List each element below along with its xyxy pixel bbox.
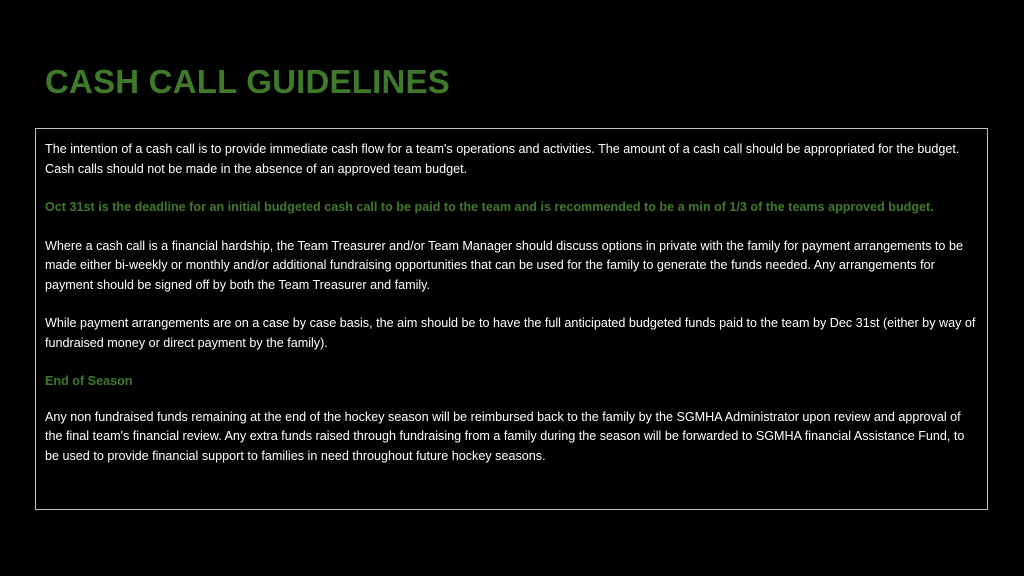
content-box — [35, 128, 988, 510]
end-of-season-paragraph: Any non fundraised funds remaining at the end of the hockey season will be reimbursed back to the family by the SGMHA Administrator upon review and approval of the final team's financial review. Any extra funds raised through fundraising from a family during the season will be forwarded to SGMHA financial Assistance Fund, to be used to provide financial support to families in need throughout future hockey seasons. — [45, 409, 965, 463]
slide-title: CASH CALL GUIDELINES — [45, 63, 450, 100]
arrangements-paragraph: While payment arrangements are on a case by case basis, the aim should be to have the full anticipated budgeted funds paid to the team by Dec 31st (either by way of fundraised money or direct payment by the family). — [45, 316, 976, 350]
intro-paragraph: The intention of a cash call is to provide immediate cash flow for a team's operations and activities. The amount of a cash call should be appropriated for the budget. Cash calls should not be made in the absence of an approved team budget. — [45, 142, 960, 176]
end-of-season-heading: End of Season — [45, 374, 133, 388]
deadline-paragraph: Oct 31st is the deadline for an initial budgeted cash call to be paid to the team and is recommended to be a min of 1/3 of the teams approved budget. — [45, 200, 934, 214]
hardship-paragraph: Where a cash call is a financial hardship, the Team Treasurer and/or Team Manager should discuss options in private with the family for payment arrangements to be made either bi-weekly or monthly and/or additional fundraising opportunities that can be used for the family to generate the funds needed. Any arrangements for payment should be signed off by both the Team Treasurer and family. — [45, 238, 963, 292]
